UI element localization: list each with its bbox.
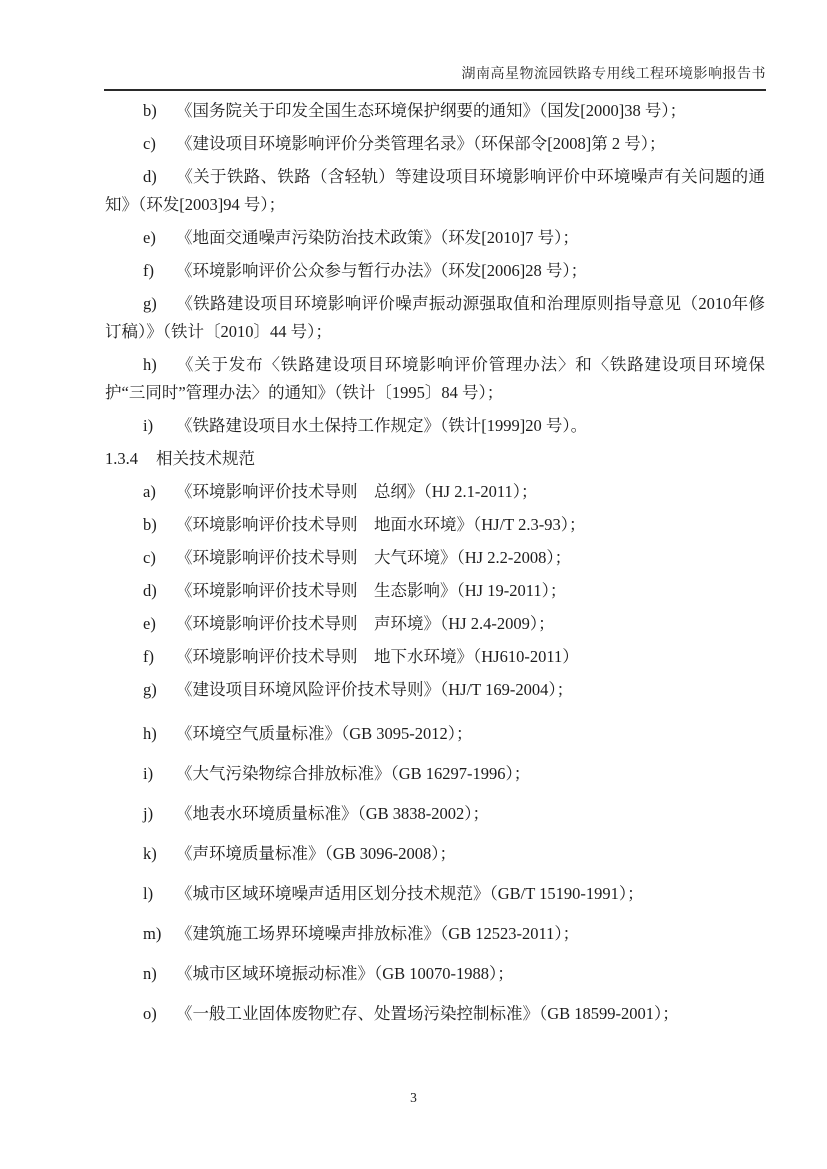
list-item: [105, 610, 765, 638]
list-item: [105, 544, 765, 572]
list-item-label: i): [143, 764, 154, 783]
section-title: 相关技术规范: [156, 449, 255, 468]
list-item-label: k): [143, 844, 157, 863]
list-item-label: h): [143, 724, 157, 743]
header-divider: [104, 89, 766, 91]
list-item: [105, 351, 765, 407]
section-heading: [105, 445, 765, 473]
list-item: [105, 290, 765, 346]
list-item-text: 《环境影响评价技术导则 总纲》（HJ 2.1-2011）；: [176, 482, 538, 501]
list-item: [105, 920, 765, 948]
list-item: [105, 130, 765, 158]
page-header-title: 湖南高星物流园铁路专用线工程环境影响报告书: [461, 67, 766, 82]
list-item-label: m): [143, 924, 162, 943]
section-number: 1.3.4: [105, 449, 138, 468]
list-item: [105, 1000, 765, 1028]
list-item-text: 《铁路建设项目环境影响评价噪声振动源强取值和治理原则指导意见（2010年修订稿）》（铁计〔2010〕44 号）；: [105, 294, 765, 341]
list-item-text: 《城市区域环境振动标准》（GB 10070-1988）；: [176, 964, 514, 983]
list-item-label: d): [143, 581, 157, 600]
list-item: [105, 97, 765, 125]
list-item-text: 《建设项目环境风险评价技术导则》（HJ/T 169-2004）；: [176, 680, 574, 699]
document-body: [105, 97, 765, 1033]
list-item-text: 《城市区域环境噪声适用区划分技术规范》（GB/T 15190-1991）；: [176, 884, 644, 903]
list-item-text: 《环境影响评价技术导则 声环境》（HJ 2.4-2009）；: [176, 614, 555, 633]
list-item-text: 《地表水环境质量标准》（GB 3838-2002）；: [176, 804, 490, 823]
list-item: [105, 676, 765, 704]
list-item: [105, 577, 765, 605]
list-item-label: n): [143, 964, 157, 983]
page-number: 3: [410, 1090, 417, 1105]
list-item-label: c): [143, 134, 156, 153]
list-item: [105, 257, 765, 285]
list-item-label: l): [143, 884, 154, 903]
list-item: [105, 412, 765, 440]
list-item-label: c): [143, 548, 156, 567]
list-item-text: 《环境空气质量标准》（GB 3095-2012）；: [176, 724, 473, 743]
list-item: [105, 880, 765, 908]
list-item-label: g): [143, 294, 157, 313]
list-item: [105, 478, 765, 506]
list-item-label: e): [143, 228, 156, 247]
list-item-label: f): [143, 647, 154, 666]
list-item-text: 《建筑施工场界环境噪声排放标准》（GB 12523-2011）；: [176, 924, 580, 943]
list-item-text: 《声环境质量标准》（GB 3096-2008）；: [176, 844, 457, 863]
list-item-text: 《国务院关于印发全国生态环境保护纲要的通知》（国发[2000]38 号）；: [176, 101, 687, 120]
list-item-label: h): [143, 355, 157, 374]
list-item: [105, 960, 765, 988]
list-item: [105, 840, 765, 868]
list-item-text: 《地面交通噪声污染防治技术政策》（环发[2010]7 号）；: [176, 228, 579, 247]
list-item-label: b): [143, 515, 157, 534]
list-item-text: 《关于铁路、铁路（含轻轨）等建设项目环境影响评价中环境噪声有关问题的通知》（环发[2003]94 号）；: [105, 167, 765, 214]
list-item: [105, 511, 765, 539]
list-item: [105, 800, 765, 828]
list-item-label: g): [143, 680, 157, 699]
list-item-label: f): [143, 261, 154, 280]
list-item-text: 《关于发布〈铁路建设项目环境影响评价管理办法〉和〈铁路建设项目环境保护“三同时”管理办法〉的通知》（铁计〔1995〕84 号）；: [105, 355, 765, 402]
list-item-text: 《环境影响评价技术导则 大气环境》（HJ 2.2-2008）；: [176, 548, 572, 567]
list-item-label: a): [143, 482, 156, 501]
list-item-label: j): [143, 804, 154, 823]
list-item-label: d): [143, 167, 157, 186]
list-item-label: o): [143, 1004, 157, 1023]
list-item-text: 《铁路建设项目水土保持工作规定》（铁计[1999]20 号）。: [176, 416, 588, 435]
list-item-text: 《环境影响评价技术导则 地下水环境》（HJ610-2011）: [176, 647, 579, 666]
list-item: [105, 643, 765, 671]
list-item: [105, 720, 765, 748]
list-item-text: 《建设项目环境影响评价分类管理名录》（环保部令[2008]第 2 号）；: [176, 134, 666, 153]
list-item-text: 《大气污染物综合排放标准》（GB 16297-1996）；: [176, 764, 531, 783]
list-item: [105, 163, 765, 219]
list-item-text: 《一般工业固体废物贮存、处置场污染控制标准》（GB 18599-2001）；: [176, 1004, 679, 1023]
list-item-label: i): [143, 416, 154, 435]
list-item-text: 《环境影响评价公众参与暂行办法》（环发[2006]28 号）；: [176, 261, 588, 280]
list-item: [105, 224, 765, 252]
list-item-label: b): [143, 101, 157, 120]
list-item-label: e): [143, 614, 156, 633]
list-item: [105, 760, 765, 788]
list-item-text: 《环境影响评价技术导则 生态影响》（HJ 19-2011）；: [176, 581, 567, 600]
list-item-text: 《环境影响评价技术导则 地面水环境》（HJ/T 2.3-93）；: [176, 515, 586, 534]
